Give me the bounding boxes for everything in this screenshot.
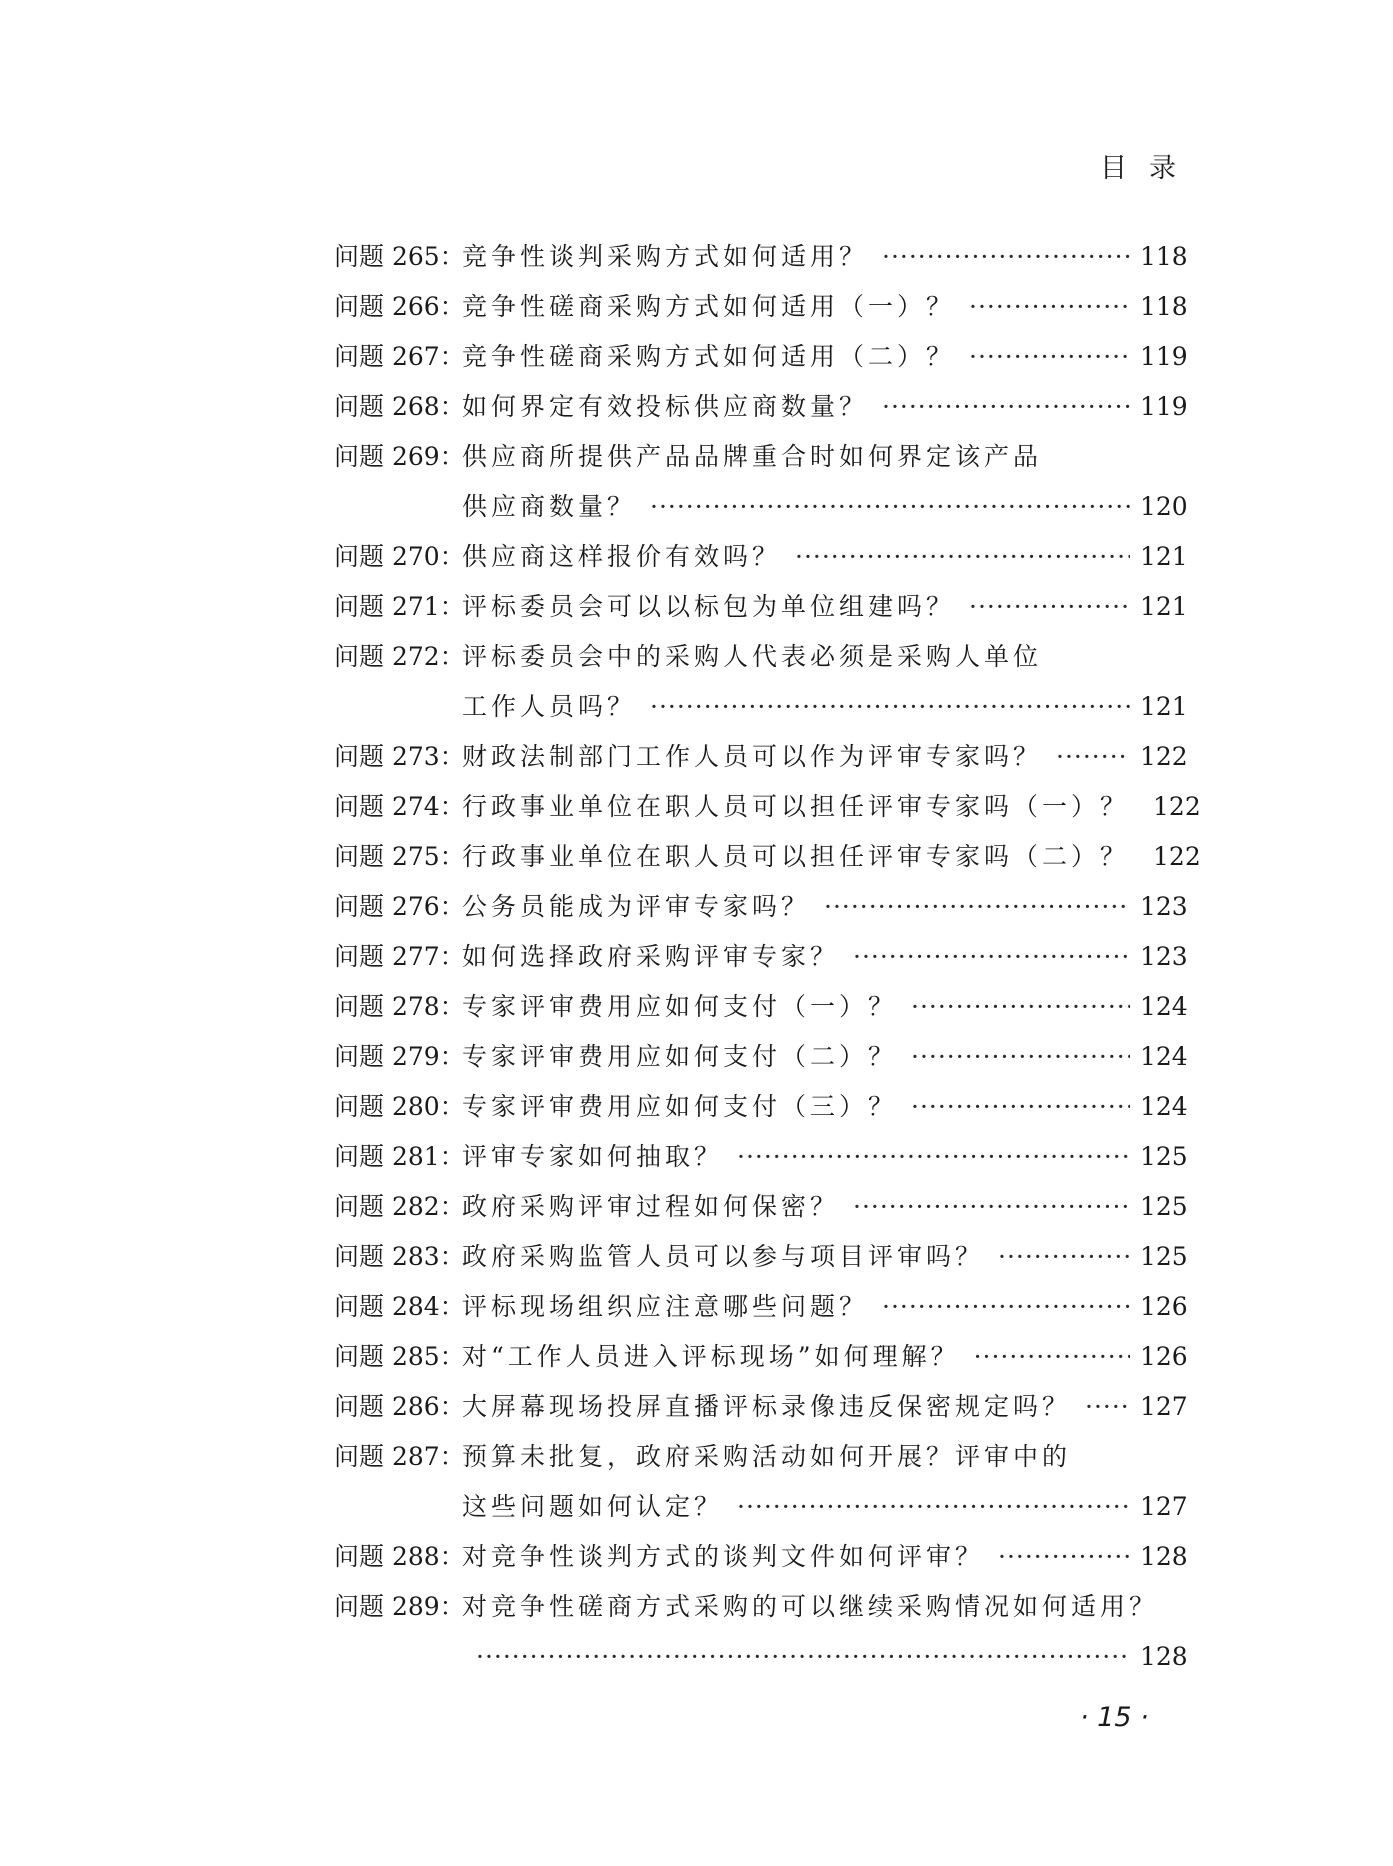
toc-entry — [334, 732, 1188, 782]
toc-entry — [334, 1382, 1188, 1432]
question-title-continued: 供应商数量？ — [462, 492, 637, 521]
question-number: 问题 285： — [334, 1342, 465, 1371]
page-ref: 118 — [1140, 242, 1188, 271]
question-number: 问题 282： — [334, 1192, 465, 1221]
dot-leader — [853, 932, 1130, 982]
question-title: 专家评审费用应如何支付（三）？ — [462, 1092, 898, 1121]
question-title: 对竞争性磋商方式采购的可以继续采购情况如何适用？ — [462, 1592, 1159, 1621]
toc-line-continued — [334, 1482, 1188, 1532]
toc-entry — [334, 882, 1188, 932]
question-title: 竞争性谈判采购方式如何适用？ — [462, 242, 869, 271]
page-ref: 125 — [1140, 1242, 1188, 1271]
dot-leader — [998, 1232, 1130, 1282]
question-title: 如何界定有效投标供应商数量？ — [462, 392, 869, 421]
question-number: 问题 283： — [334, 1242, 465, 1271]
question-title-continued: 这些问题如何认定？ — [462, 1492, 724, 1521]
dot-leader — [969, 332, 1130, 382]
toc-line — [334, 1082, 1188, 1132]
question-number: 问题 280： — [334, 1092, 465, 1121]
question-number: 问题 268： — [334, 392, 465, 421]
question-title: 政府采购监管人员可以参与项目评审吗？ — [462, 1242, 985, 1271]
question-number: 问题 284： — [334, 1292, 465, 1321]
dot-leader — [650, 682, 1130, 732]
question-title: 大屏幕现场投屏直播评标录像违反保密规定吗？ — [462, 1392, 1072, 1421]
toc-line — [334, 1032, 1188, 1082]
question-number: 问题 281： — [334, 1142, 465, 1171]
toc-entry — [334, 282, 1188, 332]
question-title: 评标委员会可以以标包为单位组建吗？ — [462, 592, 956, 621]
page-ref: 126 — [1140, 1292, 1188, 1321]
page-number: · 15 · — [1080, 1702, 1149, 1733]
page-ref: 123 — [1140, 892, 1188, 921]
toc-line — [334, 582, 1188, 632]
dot-leader — [969, 282, 1130, 332]
question-title: 行政事业单位在职人员可以担任评审专家吗（一）？ — [462, 792, 1130, 821]
question-title: 如何选择政府采购评审专家？ — [462, 942, 840, 971]
dot-leader — [737, 1482, 1130, 1532]
dot-leader — [1085, 1382, 1130, 1432]
dot-leader — [1056, 732, 1130, 782]
toc-line-continued — [334, 482, 1188, 532]
toc-line — [334, 1182, 1188, 1232]
toc-entry — [334, 532, 1188, 582]
toc-line — [334, 382, 1188, 432]
dot-leader — [882, 1282, 1130, 1332]
page-ref: 119 — [1140, 392, 1188, 421]
question-number: 问题 270： — [334, 542, 465, 571]
page-ref: 118 — [1140, 292, 1188, 321]
page-ref: 124 — [1140, 992, 1188, 1021]
question-number: 问题 272： — [334, 642, 465, 671]
dot-leader — [969, 582, 1130, 632]
question-number: 问题 287： — [334, 1442, 465, 1471]
toc-line — [334, 782, 1201, 832]
toc-entry — [334, 1232, 1188, 1282]
question-number: 问题 277： — [334, 942, 465, 971]
toc-entry — [334, 1132, 1188, 1182]
toc-line — [334, 432, 1184, 482]
question-number: 问题 286： — [334, 1392, 465, 1421]
question-title-continued: 工作人员吗？ — [462, 692, 637, 721]
toc-line — [334, 632, 1184, 682]
toc-line — [334, 1282, 1188, 1332]
toc-line — [334, 1532, 1188, 1582]
toc-entry — [334, 382, 1188, 432]
question-number: 问题 267： — [334, 342, 465, 371]
page-ref: 120 — [1140, 492, 1188, 521]
toc-line — [334, 932, 1188, 982]
toc-entry — [334, 1332, 1188, 1382]
dot-leader — [650, 482, 1130, 532]
dot-leader — [476, 1632, 1130, 1682]
toc-line — [334, 332, 1188, 382]
question-number: 问题 274： — [334, 792, 465, 821]
toc-entry — [334, 1582, 1188, 1682]
dot-leader — [737, 1132, 1130, 1182]
toc-line — [334, 1332, 1188, 1382]
page-ref: 122 — [1153, 842, 1201, 871]
toc-line — [334, 1432, 1184, 1482]
toc-line — [334, 532, 1188, 582]
question-title: 政府采购评审过程如何保密？ — [462, 1192, 840, 1221]
toc-line — [334, 732, 1188, 782]
toc-line — [334, 1382, 1188, 1432]
page-ref: 127 — [1140, 1392, 1188, 1421]
question-title: 供应商所提供产品品牌重合时如何界定该产品 — [462, 442, 1043, 471]
page-ref: 122 — [1153, 792, 1201, 821]
toc-entry — [334, 932, 1188, 982]
toc-entry — [334, 782, 1201, 832]
question-title: 评标委员会中的采购人代表必须是采购人单位 — [462, 642, 1043, 671]
toc-line — [334, 1582, 1184, 1632]
page-ref: 123 — [1140, 942, 1188, 971]
dot-leader — [911, 982, 1130, 1032]
page-ref: 127 — [1140, 1492, 1188, 1521]
page-ref: 125 — [1140, 1192, 1188, 1221]
question-number: 问题 266： — [334, 292, 465, 321]
page-ref: 121 — [1140, 542, 1188, 571]
question-number: 问题 269： — [334, 442, 465, 471]
toc-entry — [334, 332, 1188, 382]
question-number: 问题 275： — [334, 842, 465, 871]
table-of-contents — [334, 232, 1201, 1682]
dot-leader — [974, 1332, 1130, 1382]
page-ref: 121 — [1140, 592, 1188, 621]
page-ref: 119 — [1140, 342, 1188, 371]
toc-entry — [334, 1282, 1188, 1332]
page-ref: 126 — [1140, 1342, 1188, 1371]
question-title: 评标现场组织应注意哪些问题？ — [462, 1292, 869, 1321]
page-ref: 128 — [1140, 1642, 1188, 1671]
dot-leader — [911, 1082, 1130, 1132]
toc-entry — [334, 982, 1188, 1032]
question-title: 竞争性磋商采购方式如何适用（二）？ — [462, 342, 956, 371]
toc-entry — [334, 632, 1188, 732]
toc-entry — [334, 1432, 1188, 1532]
toc-line — [334, 832, 1201, 882]
toc-entry — [334, 232, 1188, 282]
page-ref: 121 — [1140, 692, 1188, 721]
question-number: 问题 271： — [334, 592, 465, 621]
dot-leader — [824, 882, 1130, 932]
question-number: 问题 278： — [334, 992, 465, 1021]
page-ref: 128 — [1140, 1542, 1188, 1571]
toc-entry — [334, 1532, 1188, 1582]
toc-entry — [334, 1032, 1188, 1082]
page-ref: 124 — [1140, 1092, 1188, 1121]
dot-leader — [882, 232, 1130, 282]
question-title: 对“工作人员进入评标现场”如何理解？ — [462, 1342, 960, 1371]
toc-line-continued — [334, 1632, 1188, 1682]
question-title: 供应商这样报价有效吗？ — [462, 542, 782, 571]
toc-entry — [334, 582, 1188, 632]
question-title: 预算未批复，政府采购活动如何开展？评审中的 — [462, 1442, 1072, 1471]
dot-leader — [998, 1532, 1130, 1582]
dot-leader — [911, 1032, 1130, 1082]
running-head: 目录 — [1100, 153, 1198, 184]
question-title: 竞争性磋商采购方式如何适用（一）？ — [462, 292, 956, 321]
question-number: 问题 273： — [334, 742, 465, 771]
toc-line — [334, 1232, 1188, 1282]
question-title: 行政事业单位在职人员可以担任评审专家吗（二）？ — [462, 842, 1130, 871]
page-ref: 124 — [1140, 1042, 1188, 1071]
dot-leader — [795, 532, 1130, 582]
question-number: 问题 265： — [334, 242, 465, 271]
toc-line — [334, 982, 1188, 1032]
toc-entry — [334, 1182, 1188, 1232]
question-number: 问题 276： — [334, 892, 465, 921]
toc-entry — [334, 832, 1201, 882]
question-title: 财政法制部门工作人员可以作为评审专家吗？ — [462, 742, 1043, 771]
toc-line-continued — [334, 682, 1188, 732]
question-title: 专家评审费用应如何支付（一）？ — [462, 992, 898, 1021]
page-ref: 122 — [1140, 742, 1188, 771]
dot-leader — [853, 1182, 1130, 1232]
question-number: 问题 288： — [334, 1542, 465, 1571]
toc-entry — [334, 1082, 1188, 1132]
toc-line — [334, 1132, 1188, 1182]
toc-line — [334, 232, 1188, 282]
question-title: 专家评审费用应如何支付（二）？ — [462, 1042, 898, 1071]
question-number: 问题 279： — [334, 1042, 465, 1071]
question-title: 评审专家如何抽取？ — [462, 1142, 724, 1171]
dot-leader — [882, 382, 1130, 432]
page-ref: 125 — [1140, 1142, 1188, 1171]
question-title: 对竞争性谈判方式的谈判文件如何评审？ — [462, 1542, 985, 1571]
question-title: 公务员能成为评审专家吗？ — [462, 892, 811, 921]
toc-line — [334, 882, 1188, 932]
question-number: 问题 289： — [334, 1592, 465, 1621]
toc-line — [334, 282, 1188, 332]
toc-entry — [334, 432, 1188, 532]
